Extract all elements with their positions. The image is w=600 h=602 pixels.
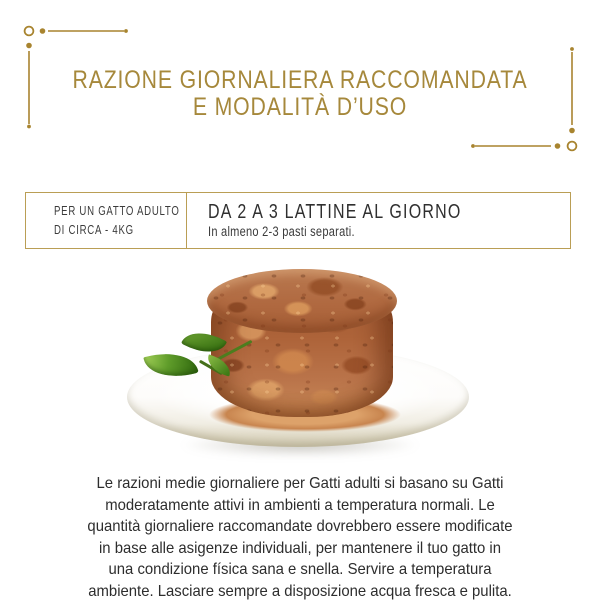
advice-line: quantità giornaliere raccomandate dovrebbero essere modificate <box>21 516 579 538</box>
advice-line: Le razioni medie giornaliere per Gatti adulti si basano su Gatti <box>21 473 579 495</box>
page-title-line2: E MODALITÀ D’USO <box>45 94 555 121</box>
pate-top-texture <box>207 269 397 333</box>
advice-line: in base alle asigenze individuali, per mantenere il tuo gatto in <box>21 538 579 560</box>
advice-line: moderatamente attivi in ambienti a temperatura normali. Le <box>21 495 579 517</box>
ration-recommendation-subtitle: In almeno 2-3 pasti separati. <box>208 224 505 240</box>
pate-top <box>207 269 397 333</box>
advice-line: ambiente. Lasciare sempre a disposizione acqua fresca e pulita. <box>21 581 579 602</box>
page-title-line1: RAZIONE GIORNALIERA RACCOMANDATA <box>45 67 555 94</box>
ration-subject-line1: PER UN GATTO ADULTO <box>54 202 152 221</box>
advice-line: una condizione física sana e snella. Servire a temperatura <box>21 559 579 581</box>
feeding-advice-paragraph <box>0 473 600 602</box>
ration-subject-line2: DI CIRCA - 4KG <box>54 221 152 240</box>
ration-recommendation-title: DA 2 A 3 LATTINE AL GIORNO <box>208 201 498 224</box>
